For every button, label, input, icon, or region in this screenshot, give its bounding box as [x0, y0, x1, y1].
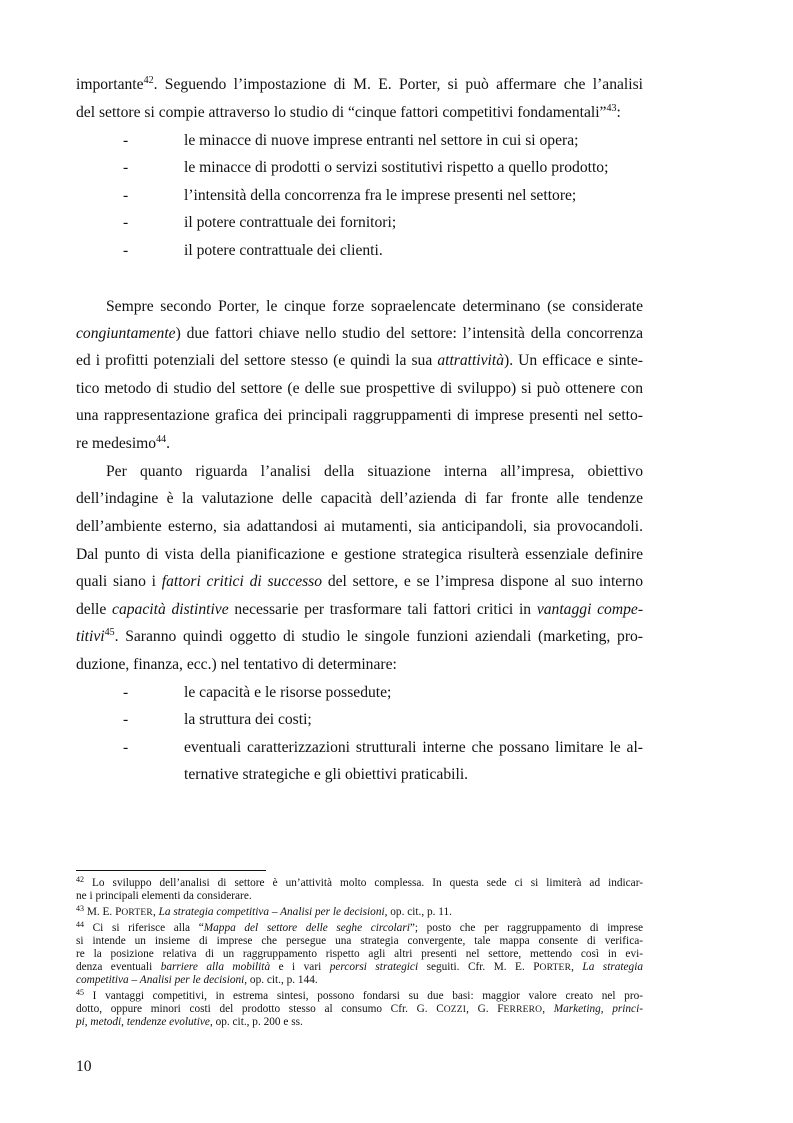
body-line: delle capacità distintive necessarie per trasformare tali fattori critici in vantaggi compe-: [76, 601, 644, 618]
list-item: il potere contrattuale dei fornitori;: [184, 214, 397, 231]
footnote-ref[interactable]: 43: [606, 103, 617, 114]
footnote-44-line: competitiva – Analisi per le decisioni, op. cit., p. 144.: [76, 974, 318, 986]
footnote-ref[interactable]: 45: [104, 627, 115, 638]
body-line: Sempre secondo Porter, le cinque forze sopraelencate determinano (se considerate: [106, 298, 643, 315]
list-item: eventuali caratterizzazioni strutturali interne che possano limitare le al-: [184, 739, 643, 756]
list-item: il potere contrattuale dei clienti.: [184, 242, 383, 259]
body-line: importante$^{42}$. Seguendo l’impostazione di M. E. Porter, si può affermare che l’analisi: [76, 75, 643, 93]
body-line: dell’ambiente esterno, sia adattandosi ai mutamenti, sia anticipandoli, sia provocandoli.: [76, 518, 643, 535]
footnote-44-line: si intende un insieme di imprese che persegue una strategia convergente, tale mappa consente di verifica-: [76, 935, 643, 947]
footnote-43: $^{43}$ M. E. PORTER, La strategia competitiva – Analisi per le decisioni, op. cit., p. 11.: [76, 904, 452, 918]
body-line: una rappresentazione grafica dei principali raggruppamenti di imprese presenti nel setto-: [76, 407, 643, 424]
list-item: le capacità e le risorse possedute;: [184, 684, 392, 701]
footnote-44-line: denza eventuali barriere alla mobilità e i vari percorsi strategici seguiti. Cfr. M. E. PORTER, La strategia: [76, 961, 643, 973]
page-number: 10: [76, 1058, 92, 1075]
body-line: ed i profitti potenziali del settore stesso (e quindi la sua attrattività). Un efficace e sinte-: [76, 352, 643, 369]
footnote-44-line: re la posizione relativa di un raggruppamento rispetto agli altri presenti nel settore, mettendo così in evi-: [76, 948, 643, 960]
body-line: Per quanto riguarda l’analisi della situazione interna all’impresa, obiettivo: [106, 463, 643, 480]
list-item-continuation: ternative strategiche e gli obiettivi praticabili.: [184, 766, 469, 783]
body-line: Dal punto di vista della pianificazione e gestione strategica risulterà essenziale definire: [76, 546, 643, 563]
body-line: re medesimo$^{44}$.: [76, 434, 171, 452]
list-bullet: -: [123, 242, 129, 259]
footnote-45-line: dotto, oppure minori costi del prodotto stesso al consumo Cfr. G. COZZI, G. FERRERO, Marketing, princi-: [76, 1003, 643, 1015]
footnote-42-line: ne i principali elementi da considerare.: [76, 890, 252, 902]
footnote-42: $^{42}$ Lo sviluppo dell’analisi di settore è un’attività molto complessa. In questa sede ci si limiterà ad indicar-: [76, 875, 643, 889]
list-bullet: -: [123, 214, 129, 231]
list-item: la struttura dei costi;: [184, 711, 312, 728]
list-item: le minacce di nuove imprese entranti nel settore in cui si opera;: [184, 132, 579, 149]
list-item: l’intensità della concorrenza fra le imprese presenti nel settore;: [184, 187, 577, 204]
list-item: le minacce di prodotti o servizi sostitutivi rispetto a quello prodotto;: [184, 159, 609, 176]
footnote-ref[interactable]: 42: [143, 75, 154, 86]
footnote-45: $^{45}$ I vantaggi competitivi, in estrema sintesi, possono fondarsi su due basi: maggior valore creato nel pro-: [76, 988, 643, 1002]
footnote-44: $^{44}$ Ci si riferisce alla “Mappa del settore delle seghe circolari”; posto che per raggruppamento di imprese: [76, 920, 644, 934]
body-line: titivi$^{45}$. Saranno quindi oggetto di studio le singole funzioni aziendali (marketing, pro-: [76, 627, 643, 645]
list-bullet: -: [123, 711, 129, 728]
body-line: duzione, finanza, ecc.) nel tentativo di determinare:: [76, 656, 397, 673]
list-bullet: -: [123, 159, 129, 176]
footnote-separator: [76, 870, 266, 871]
list-bullet: -: [123, 187, 129, 204]
body-line: quali siano i fattori critici di successo del settore, e se l’impresa dispone al suo interno: [76, 573, 644, 590]
body-line: congiuntamente) due fattori chiave nello studio del settore: l’intensità della concorrenza: [76, 325, 643, 342]
body-line: dell’indagine è la valutazione delle capacità dell’azienda di far fronte alle tendenze: [76, 490, 643, 507]
footnote-ref[interactable]: 44: [156, 434, 167, 445]
list-bullet: -: [123, 739, 129, 756]
footnote-45-line: pi, metodi, tendenze evolutive, op. cit., p. 200 e ss.: [76, 1016, 303, 1028]
body-line: tico metodo di studio del settore (e delle sue prospettive di sviluppo) si può ottenere con: [76, 380, 643, 397]
list-bullet: -: [123, 684, 129, 701]
list-bullet: -: [123, 132, 129, 149]
body-line: del settore si compie attraverso lo studio di “cinque fattori competitivi fondamentali”$^{43}$:: [76, 103, 621, 121]
